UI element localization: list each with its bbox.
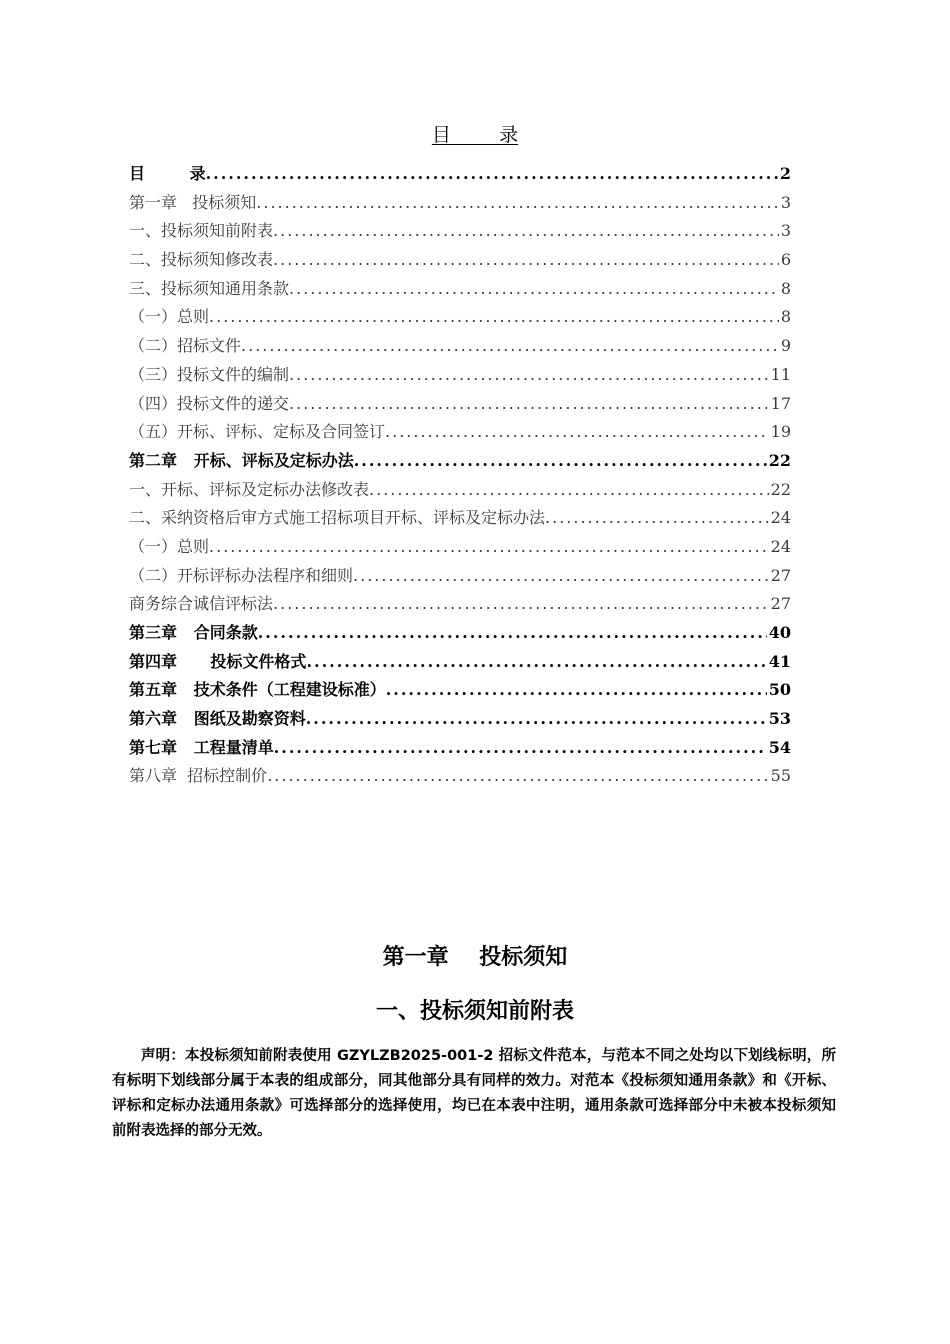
toc-entry[interactable]	[129, 217, 791, 246]
toc-entry-label: （二）开标评标办法程序和细则	[129, 565, 354, 585]
toc-entry-label: 商务综合诚信评标法	[129, 594, 274, 614]
section-heading: 一、投标须知前附表	[375, 999, 574, 1024]
toc-entry-label: 一、投标须知前附表	[129, 221, 274, 241]
toc-entry-label: （一）总则	[129, 307, 210, 327]
toc-entry-page-number: 24	[770, 508, 791, 528]
toc-entry-label: 第六章 图纸及勘察资料	[129, 709, 306, 729]
toc-leader-dots	[369, 476, 769, 505]
toc-entry-page-number: 27	[770, 594, 791, 614]
toc-leader-dots	[241, 332, 779, 361]
toc-entry[interactable]	[129, 275, 791, 304]
toc-leader-dots	[354, 447, 767, 476]
toc-leader-dots	[306, 705, 767, 734]
toc-entry[interactable]	[129, 476, 791, 505]
toc-leader-dots	[289, 361, 769, 390]
toc-title	[0, 122, 950, 148]
toc-entry-page-number: 22	[768, 450, 791, 470]
toc-entry-label: （五）开标、评标、定标及合同签订	[129, 422, 386, 442]
toc-entry-label: 二、投标须知修改表	[129, 250, 274, 270]
toc-entry-page-number: 17	[770, 393, 791, 413]
toc-entry[interactable]	[129, 418, 791, 447]
toc-entry[interactable]	[129, 504, 791, 533]
toc-entry-label: 第二章 开标、评标及定标办法	[129, 450, 354, 470]
toc-leader-dots	[273, 217, 779, 246]
toc-entry-label: （一）总则	[129, 536, 210, 556]
toc-entry[interactable]	[129, 762, 791, 791]
toc-entry-page-number: 8	[780, 307, 791, 327]
toc-entry[interactable]	[129, 160, 791, 189]
toc-leader-dots	[256, 189, 779, 218]
toc-entry-page-number: 27	[770, 565, 791, 585]
toc-leader-dots	[545, 504, 769, 533]
toc-entry[interactable]	[129, 734, 791, 763]
toc-leader-dots	[289, 390, 769, 419]
toc-entry[interactable]	[129, 332, 791, 361]
toc-entry-label: 第四章 投标文件格式	[129, 651, 307, 671]
toc-entry-label: 三、投标须知通用条款	[129, 278, 290, 298]
toc-entry-page-number: 3	[780, 192, 791, 212]
toc-entry[interactable]	[129, 705, 791, 734]
toc-entry-label: （四）投标文件的递交	[129, 393, 290, 413]
toc-entry[interactable]	[129, 189, 791, 218]
toc-entry-page-number: 2	[779, 164, 791, 183]
toc-leader-dots	[209, 303, 779, 332]
toc-leader-dots	[209, 533, 769, 562]
toc-entry-label: 第五章 技术条件（工程建设标准）	[129, 680, 386, 700]
toc-leader-dots	[206, 160, 778, 189]
toc-entry-label: 第七章 工程量清单	[129, 737, 274, 757]
toc-entry-label: 目 录	[129, 164, 206, 183]
toc-entry-page-number: 9	[780, 336, 791, 356]
toc-entry-page-number: 54	[768, 737, 791, 757]
statement-paragraph: 声明：本投标须知前附表使用 GZYLZB2025-001-2 招标文件范本，与范本不同之处均以下划线标明，所有标明下划线部分属于本表的组成部分，同其他部分具有同样的效力。对范本《投标须知通用条款》和《开标、评标和定标办法通用条款》可选择部分的选择使用，均已在本表中注明，通用条款可选择部分中未被本投标须知前附表选择的部分无效。	[112, 1048, 836, 1139]
toc-leader-dots	[306, 648, 766, 677]
toc-entry-page-number: 11	[770, 364, 791, 384]
toc-entry-page-number: 53	[768, 709, 791, 729]
toc-entry[interactable]	[129, 676, 791, 705]
toc-entry-label: 第八章 招标控制价	[129, 766, 268, 786]
toc-entry-page-number: 41	[768, 651, 791, 671]
toc-leader-dots	[385, 418, 769, 447]
toc-entry[interactable]	[129, 590, 791, 619]
toc-entry-page-number: 40	[768, 623, 791, 642]
toc-entry[interactable]	[129, 303, 791, 332]
toc-entry[interactable]	[129, 562, 791, 591]
toc-entry[interactable]	[129, 447, 791, 476]
toc-leader-dots	[273, 590, 769, 619]
toc-entry[interactable]	[129, 533, 791, 562]
toc-leader-dots	[273, 246, 779, 275]
toc-leader-dots	[267, 762, 768, 791]
toc-entry-page-number: 8	[780, 278, 791, 298]
toc-entry[interactable]	[129, 648, 791, 677]
toc-entry-page-number: 6	[780, 250, 791, 270]
toc-leader-dots	[274, 734, 767, 763]
toc-entry[interactable]	[129, 390, 791, 419]
toc-entry-page-number: 3	[780, 221, 791, 241]
toc-entry-page-number: 24	[770, 536, 791, 556]
toc-leader-dots	[258, 619, 767, 648]
chapter-heading: 第一章 投标须知	[382, 945, 568, 970]
toc-entry-page-number: 19	[770, 422, 791, 442]
toc-entry[interactable]	[129, 619, 791, 648]
toc-entry-label: 二、采纳资格后审方式施工招标项目开标、评标及定标办法	[129, 508, 546, 528]
toc-leader-dots	[386, 676, 767, 705]
toc-entry-label: 第一章 投标须知	[129, 192, 257, 212]
toc-leader-dots	[353, 562, 769, 591]
toc-entry-page-number: 50	[768, 680, 791, 700]
toc-entry-page-number: 22	[770, 479, 791, 499]
toc-entry[interactable]	[129, 361, 791, 390]
toc-entry[interactable]	[129, 246, 791, 275]
toc-entry-label: 第三章 合同条款	[129, 623, 258, 642]
toc-entry-page-number: 55	[770, 766, 791, 786]
table-of-contents	[129, 160, 791, 791]
toc-leader-dots	[289, 275, 779, 304]
toc-entry-label: （二）招标文件	[129, 336, 242, 356]
toc-title-text: 目 录	[431, 124, 519, 146]
toc-entry-label: （三）投标文件的编制	[129, 364, 290, 384]
toc-entry-label: 一、开标、评标及定标办法修改表	[129, 479, 370, 499]
